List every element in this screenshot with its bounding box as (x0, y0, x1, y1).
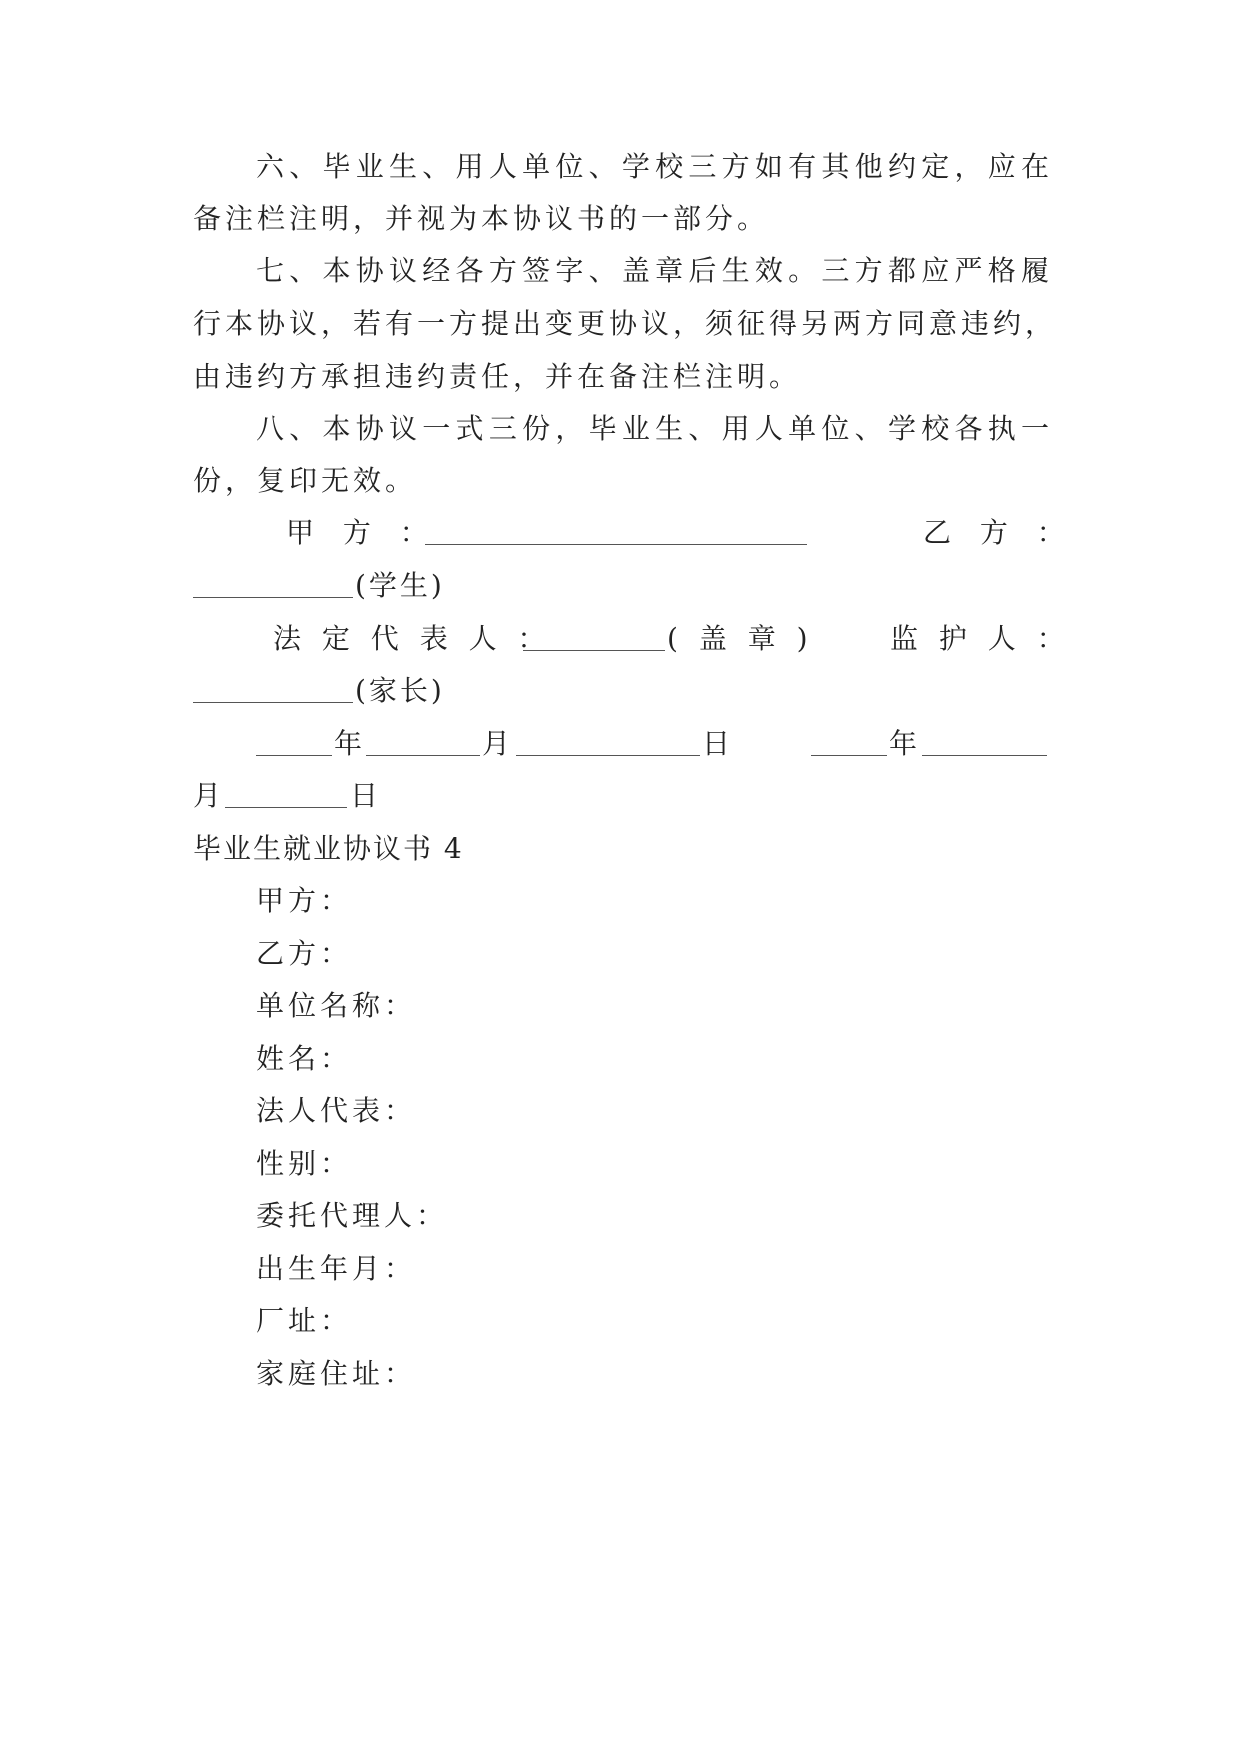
field-birth-date: 出生年月： (256, 1252, 417, 1285)
day-label-1: 日 (702, 727, 731, 760)
field-authorized-agent: 委托代理人： (256, 1199, 449, 1232)
year-label-1: 年 (334, 727, 363, 760)
clause-six-line-1: 六、毕业生、用人单位、学校三方如有其他约定，应在 (256, 150, 1053, 183)
day-blank-1 (516, 725, 700, 756)
field-company-name: 单位名称： (256, 989, 417, 1022)
field-gender: 性别： (256, 1147, 353, 1180)
field-home-address: 家庭住址： (256, 1357, 417, 1390)
field-name: 姓名： (256, 1042, 353, 1075)
student-blank (193, 567, 353, 598)
month-label-2: 月 (193, 779, 222, 812)
month-label-1: 月 (482, 727, 511, 760)
party-b-label: 乙 方 ： (923, 516, 1075, 549)
parent-note: (家长) (355, 674, 445, 707)
year-blank-1 (256, 725, 332, 756)
clause-seven-line-1: 七、本协议经各方签字、盖章后生效。三方都应严格履 (256, 254, 1053, 287)
parent-blank (193, 672, 353, 703)
month-blank-2-trailing (922, 725, 1047, 756)
year-blank-2 (811, 725, 887, 756)
seal-note: ( 盖 章 ) (667, 622, 814, 655)
guardian-label: 监 护 人 ： (890, 622, 1071, 655)
day-blank-2 (225, 777, 347, 808)
field-party-b: 乙方： (256, 937, 353, 970)
day-label-2: 日 (350, 779, 379, 812)
legal-rep-blank (523, 620, 665, 651)
field-party-a: 甲方： (256, 884, 353, 917)
party-a-label: 甲 方 ： (286, 516, 438, 549)
legal-rep-label: 法 定 代 表 人 ： (273, 622, 552, 655)
field-legal-representative: 法人代表： (256, 1094, 417, 1127)
party-a-blank (425, 514, 807, 545)
clause-six-line-2: 备注栏注明，并视为本协议书的一部分。 (193, 202, 770, 235)
student-note: (学生) (355, 569, 445, 602)
clause-seven-line-2: 行本协议，若有一方提出变更协议，须征得另两方同意违约， (193, 307, 1058, 340)
field-factory-address: 厂址： (256, 1304, 353, 1337)
clause-seven-line-3: 由违约方承担违约责任，并在备注栏注明。 (193, 360, 802, 393)
month-blank-1 (366, 725, 480, 756)
section-title: 毕业生就业协议书 4 (193, 832, 464, 865)
year-label-2: 年 (889, 727, 918, 760)
clause-eight-line-2: 份，复印无效。 (193, 464, 418, 497)
clause-eight-line-1: 八、本协议一式三份，毕业生、用人单位、学校各执一 (256, 412, 1053, 445)
